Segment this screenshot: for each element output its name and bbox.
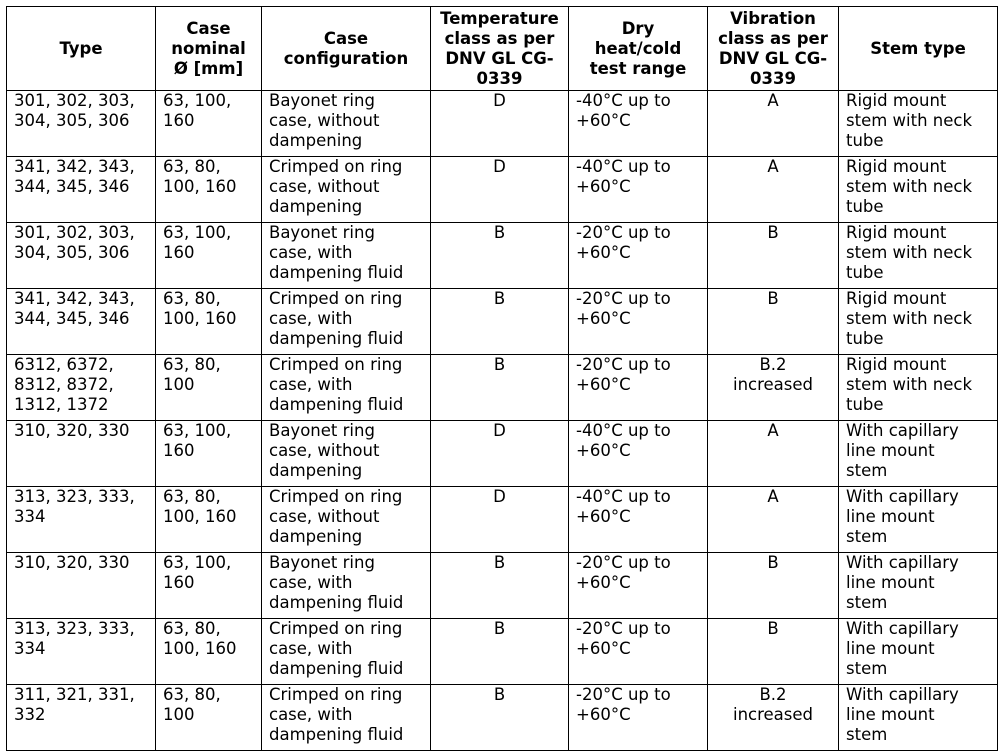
cell-case-configuration: Bayonet ring case, with dampening fluid bbox=[262, 553, 431, 619]
cell-case-configuration: Crimped on ring case, with dampening fluid bbox=[262, 619, 431, 685]
table-row bbox=[7, 157, 998, 223]
cell-case-diameter: 63, 80, 100, 160 bbox=[156, 487, 262, 553]
header-stem-type: Stem type bbox=[839, 7, 998, 91]
cell-temperature-class: B bbox=[431, 685, 569, 751]
cell-test-range: -40°C up to +60°C bbox=[569, 487, 708, 553]
cell-temperature-class: B bbox=[431, 289, 569, 355]
cell-case-diameter: 63, 100, 160 bbox=[156, 223, 262, 289]
header-type: Type bbox=[7, 7, 156, 91]
cell-test-range: -20°C up to +60°C bbox=[569, 685, 708, 751]
cell-vibration-class: B bbox=[708, 619, 839, 685]
header-test-range: Dry heat/cold test range bbox=[569, 7, 708, 91]
table-row bbox=[7, 421, 998, 487]
header-vibration-class: Vibration class as per DNV GL CG- 0339 bbox=[708, 7, 839, 91]
cell-test-range: -20°C up to +60°C bbox=[569, 619, 708, 685]
cell-stem-type: With capillary line mount stem bbox=[839, 553, 998, 619]
cell-stem-type: With capillary line mount stem bbox=[839, 421, 998, 487]
cell-test-range: -40°C up to +60°C bbox=[569, 421, 708, 487]
cell-stem-type: Rigid mount stem with neck tube bbox=[839, 157, 998, 223]
cell-vibration-class: B.2 increased bbox=[708, 685, 839, 751]
cell-test-range: -20°C up to +60°C bbox=[569, 553, 708, 619]
cell-type: 341, 342, 343, 344, 345, 346 bbox=[7, 157, 156, 223]
cell-case-diameter: 63, 80, 100, 160 bbox=[156, 157, 262, 223]
cell-case-diameter: 63, 100, 160 bbox=[156, 421, 262, 487]
cell-case-diameter: 63, 80, 100 bbox=[156, 685, 262, 751]
cell-case-configuration: Crimped on ring case, with dampening fluid bbox=[262, 685, 431, 751]
table-row bbox=[7, 553, 998, 619]
cell-case-configuration: Crimped on ring case, with dampening fluid bbox=[262, 289, 431, 355]
cell-vibration-class: A bbox=[708, 157, 839, 223]
table-row bbox=[7, 289, 998, 355]
table-row bbox=[7, 355, 998, 421]
cell-vibration-class: B bbox=[708, 289, 839, 355]
cell-temperature-class: B bbox=[431, 619, 569, 685]
cell-vibration-class: A bbox=[708, 487, 839, 553]
cell-type: 301, 302, 303, 304, 305, 306 bbox=[7, 91, 156, 157]
cell-case-configuration: Bayonet ring case, with dampening fluid bbox=[262, 223, 431, 289]
header-row bbox=[7, 7, 998, 91]
cell-stem-type: With capillary line mount stem bbox=[839, 619, 998, 685]
cell-temperature-class: D bbox=[431, 157, 569, 223]
cell-type: 6312, 6372, 8312, 8372, 1312, 1372 bbox=[7, 355, 156, 421]
cell-stem-type: Rigid mount stem with neck tube bbox=[839, 91, 998, 157]
cell-test-range: -20°C up to +60°C bbox=[569, 355, 708, 421]
cell-test-range: -40°C up to +60°C bbox=[569, 91, 708, 157]
cell-temperature-class: D bbox=[431, 421, 569, 487]
cell-vibration-class: A bbox=[708, 421, 839, 487]
cell-case-configuration: Crimped on ring case, with dampening fluid bbox=[262, 355, 431, 421]
cell-temperature-class: D bbox=[431, 487, 569, 553]
cell-vibration-class: A bbox=[708, 91, 839, 157]
table-row bbox=[7, 487, 998, 553]
cell-temperature-class: B bbox=[431, 355, 569, 421]
table-row bbox=[7, 91, 998, 157]
cell-case-configuration: Bayonet ring case, without dampening bbox=[262, 421, 431, 487]
cell-case-diameter: 63, 80, 100 bbox=[156, 355, 262, 421]
cell-type: 313, 323, 333, 334 bbox=[7, 487, 156, 553]
cell-stem-type: Rigid mount stem with neck tube bbox=[839, 355, 998, 421]
cell-vibration-class: B bbox=[708, 553, 839, 619]
cell-stem-type: With capillary line mount stem bbox=[839, 487, 998, 553]
cell-stem-type: Rigid mount stem with neck tube bbox=[839, 289, 998, 355]
table-row bbox=[7, 685, 998, 751]
cell-type: 341, 342, 343, 344, 345, 346 bbox=[7, 289, 156, 355]
cell-case-configuration: Crimped on ring case, without dampening bbox=[262, 157, 431, 223]
header-case-diameter: Case nominal Ø [mm] bbox=[156, 7, 262, 91]
cell-type: 310, 320, 330 bbox=[7, 421, 156, 487]
cell-vibration-class: B.2 increased bbox=[708, 355, 839, 421]
cell-case-diameter: 63, 80, 100, 160 bbox=[156, 289, 262, 355]
cell-temperature-class: D bbox=[431, 91, 569, 157]
cell-vibration-class: B bbox=[708, 223, 839, 289]
cell-test-range: -20°C up to +60°C bbox=[569, 289, 708, 355]
cell-type: 313, 323, 333, 334 bbox=[7, 619, 156, 685]
cell-case-configuration: Crimped on ring case, without dampening bbox=[262, 487, 431, 553]
cell-case-diameter: 63, 100, 160 bbox=[156, 553, 262, 619]
table-body bbox=[7, 91, 998, 751]
table-row bbox=[7, 223, 998, 289]
table-row bbox=[7, 619, 998, 685]
cell-stem-type: With capillary line mount stem bbox=[839, 685, 998, 751]
gauge-specification-table bbox=[6, 6, 998, 751]
cell-case-diameter: 63, 80, 100, 160 bbox=[156, 619, 262, 685]
header-temperature-class: Temperature class as per DNV GL CG- 0339 bbox=[431, 7, 569, 91]
cell-type: 301, 302, 303, 304, 305, 306 bbox=[7, 223, 156, 289]
header-case-configuration: Case configuration bbox=[262, 7, 431, 91]
cell-stem-type: Rigid mount stem with neck tube bbox=[839, 223, 998, 289]
cell-case-configuration: Bayonet ring case, without dampening bbox=[262, 91, 431, 157]
cell-temperature-class: B bbox=[431, 553, 569, 619]
cell-case-diameter: 63, 100, 160 bbox=[156, 91, 262, 157]
cell-type: 311, 321, 331, 332 bbox=[7, 685, 156, 751]
cell-type: 310, 320, 330 bbox=[7, 553, 156, 619]
cell-test-range: -40°C up to +60°C bbox=[569, 157, 708, 223]
cell-test-range: -20°C up to +60°C bbox=[569, 223, 708, 289]
cell-temperature-class: B bbox=[431, 223, 569, 289]
